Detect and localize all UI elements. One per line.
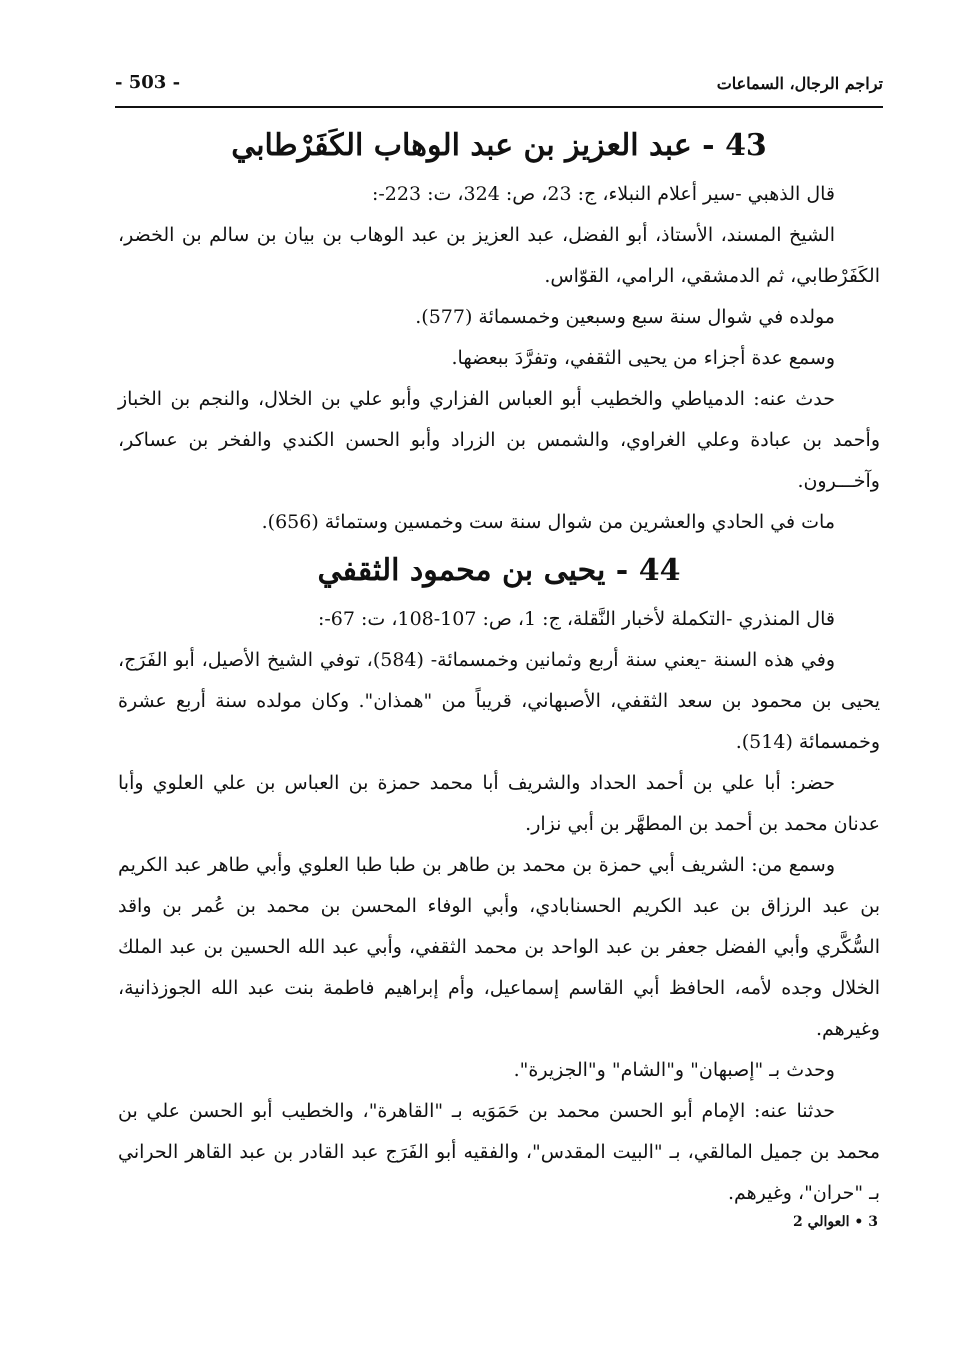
paragraph: وسمع من: الشريف أبي حمزة بن محمد بن طاهر بن طبا طبا العلوي وأبي طاهر عبد الكريم بن عبد الرزاق بن عبد الكريم الحسنابادي، وأبي الوفاء المحسن بن محمد بن عُمر بن واقد السُّكَّري وأبي الفضل جعفر بن عبد الواحد بن محمد الثقفي، وأبي عبد الله الحسين بن عبد الملك الخلال وجده لأمه، الحافظ أبي القاسم إسماعيل، وأم إبراهيم فاطمة بنت عبد الله الجوزذانية، وغيرهم. — [118, 854, 880, 1040]
entry-title: 43 - عبد العزيز بن عبد الوهاب الكَفَرْطابي — [231, 128, 767, 163]
paragraph: حدثنا عنه: الإمام أبو الحسن محمد بن حَمَوَيه بـ "القاهرة"، والخطيب أبو الحسن علي بن محمد بن جميل المالقي، بـ "البيت المقدس"، والفقيه أبو الفَرَج عبد القادر بن عبد القاهر الحراني بـ "حران"، وغيرهم. — [118, 1100, 880, 1204]
paragraph: حضر: أبا علي بن أحمد الحداد والشريف أبا محمد حمزة بن العباس بن علي العلوي وأبا عدنان محمد بن أحمد بن المطهَّر بن أبي نزار. — [118, 772, 880, 835]
header-rule — [115, 106, 883, 108]
page-number: - 503 - — [115, 72, 181, 93]
paragraph: قال المنذري -التكملة لأخبار النَّقلة، ج: 1، ص: 107-108، ت: 67-: — [317, 608, 835, 630]
paragraph: حدث عنه: الدمياطي والخطيب أبو العباس الفزاري وأبو علي بن الخلال، والنجم بن الخباز وأحمد بن عبادة وعلي الغراوي، والشمس بن الزراد وأبو الحسن الكندي والفخر بن عساكر، وآخـــرون. — [118, 388, 880, 492]
paragraph: مولده في شوال سنة سبع وسبعين وخمسمائة (577). — [415, 306, 835, 328]
page-footer: 3 • العوالي 2 — [792, 1214, 878, 1230]
paragraph: مات في الحادي والعشرين من شوال سنة ست وخمسين وستمائة (656). — [261, 511, 835, 533]
paragraph: وسمع عدة أجزاء من يحيى الثقفي، وتفرَّدَ ببعضها. — [451, 347, 835, 369]
page-body — [118, 118, 880, 1214]
paragraph: الشيخ المسند، الأستاذ، أبو الفضل، عبد العزيز بن عبد الوهاب بن بيان بن سالم بن الخضر، الكَفَرْطابي، ثم الدمشقي، الرامي، القوّاس. — [118, 224, 880, 287]
paragraph: وحدث بـ "إصبهان" و"الشام" و"الجزيرة". — [513, 1059, 835, 1081]
paragraph: وفي هذه السنة -يعني سنة أربع وثمانين وخمسمائة- (584)، توفي الشيخ الأصيل، أبو الفَرَج، يحيى بن محمود بن سعد الثقفي، الأصبهاني، قريباً من "همذان". وكان مولده سنة أربع عشرة وخمسمائة (514). — [118, 649, 880, 753]
paragraph: قال الذهبي -سير أعلام النبلاء، ج: 23، ص: 324، ت: 223-: — [371, 183, 835, 205]
entry-43 — [118, 118, 880, 543]
page-header — [115, 70, 883, 104]
entry-44 — [118, 543, 880, 1214]
running-head: تراجم الرجال، السماعات — [716, 74, 883, 93]
entry-title: 44 - يحيى بن محمود الثقفي — [317, 553, 681, 588]
